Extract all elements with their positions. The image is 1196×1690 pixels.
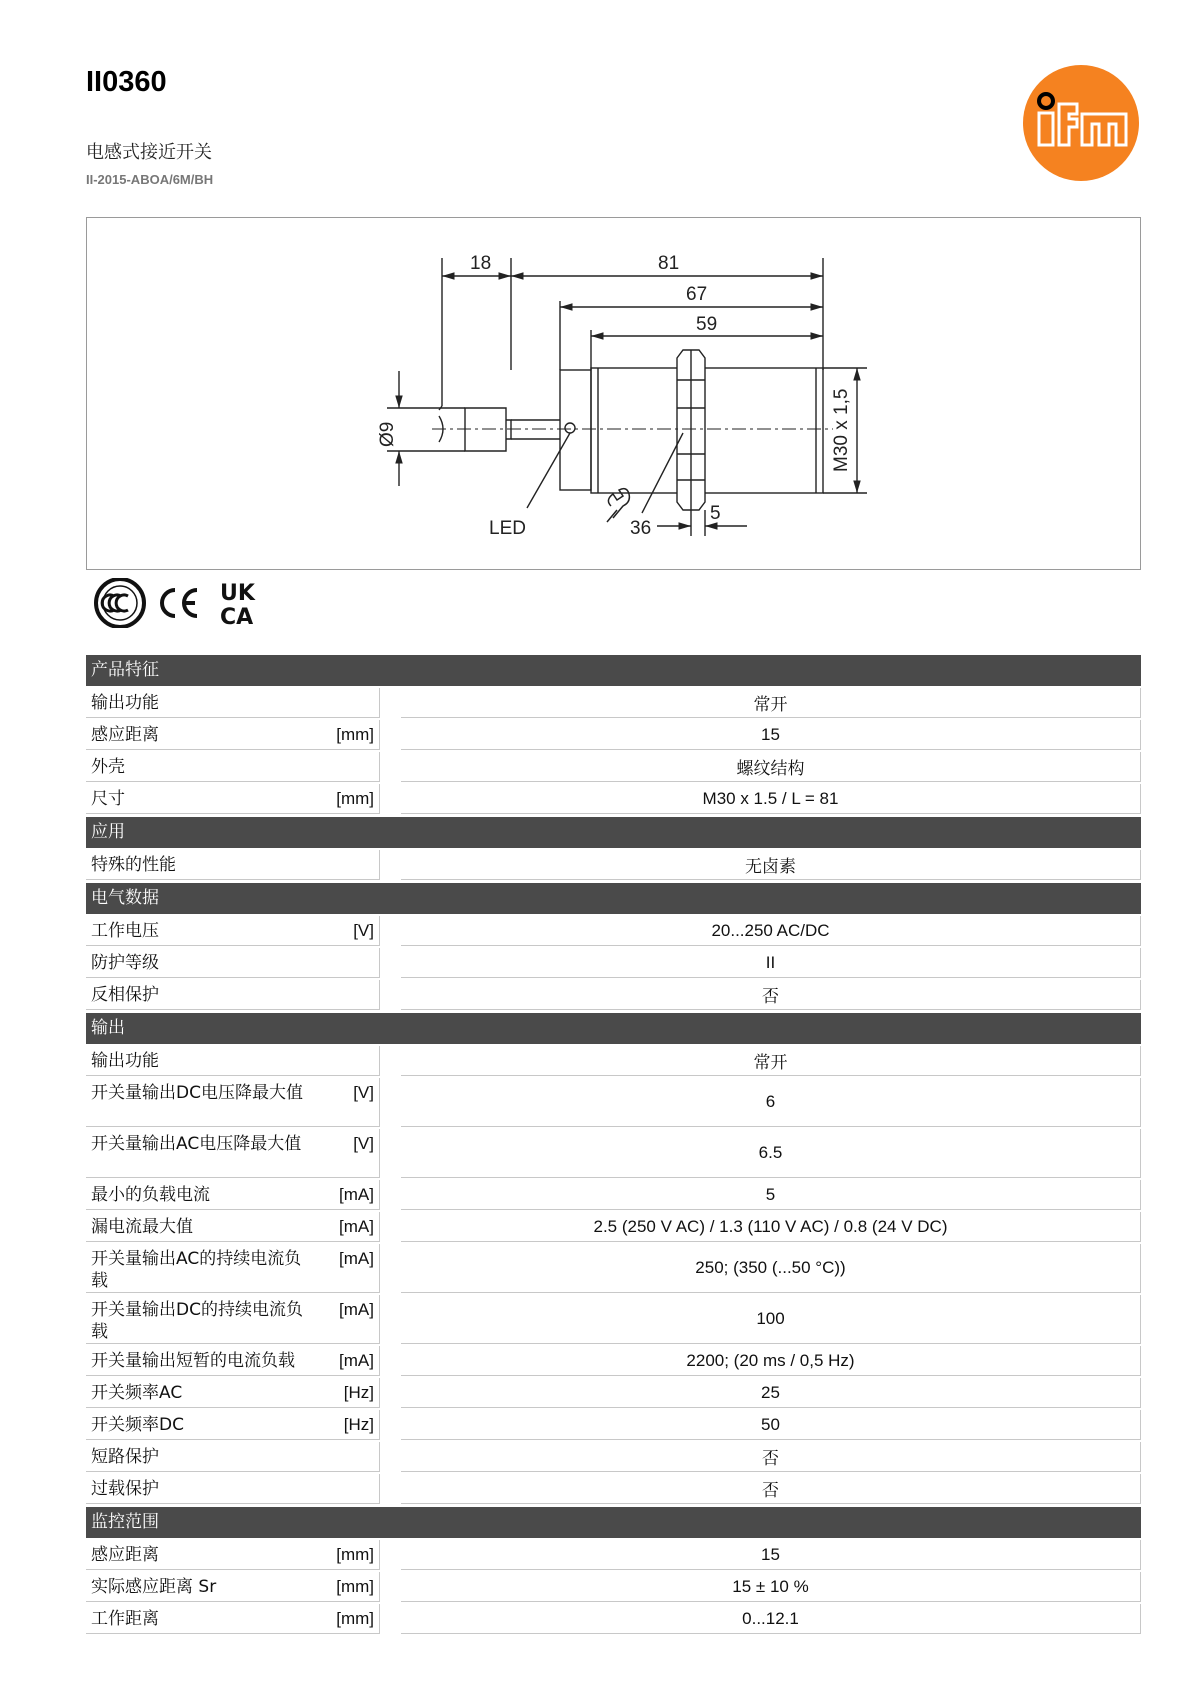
spec-label-cell [86,1295,380,1344]
spec-label: 防护等级 [91,953,159,973]
spec-label: 开关量输出AC的持续电流负载 [91,1249,302,1291]
spec-label: 感应距离 [91,725,159,745]
spec-label-cell [86,784,380,814]
spec-value: 25 [401,1378,1141,1408]
sensor-drawing-svg [87,218,1140,569]
spec-label-cell [86,752,380,782]
spec-unit: [mA] [339,1249,374,1268]
spec-label: 工作距离 [91,1609,159,1629]
ce-mark-icon [162,590,197,616]
spec-row [86,1540,1141,1570]
led-label: LED [489,518,526,539]
spec-row [86,1410,1141,1440]
spec-value: 否 [401,1474,1141,1504]
spec-value: 6 [401,1078,1141,1127]
spec-label-cell [86,1212,380,1242]
spec-unit: [mA] [339,1300,374,1319]
diameter-label: Ø9 [377,421,398,447]
spec-label-cell [86,1604,380,1634]
spec-unit: [mA] [339,1351,374,1370]
spec-label-cell [86,1078,380,1127]
spec-label: 最小的负载电流 [91,1185,210,1205]
section-heading: 输出 [86,1013,1141,1044]
spec-value: 螺纹结构 [401,752,1141,782]
spec-unit: [mm] [336,1609,374,1628]
spec-label: 工作电压 [91,921,159,941]
spec-label: 输出功能 [91,1051,159,1071]
spec-label-cell [86,1540,380,1570]
spec-row [86,1244,1141,1293]
spec-row [86,752,1141,782]
spec-value: 0...12.1 [401,1604,1141,1634]
spec-label-cell [86,688,380,718]
spec-unit: [Hz] [343,1383,374,1402]
ifm-logo [1022,64,1140,182]
spec-row [86,948,1141,978]
spec-value: 常开 [401,688,1141,718]
spec-value: 6.5 [401,1129,1141,1178]
spec-row [86,1378,1141,1408]
spec-unit: [mA] [339,1217,374,1236]
spec-label: 开关量输出AC电压降最大值 [91,1134,302,1154]
spec-label-cell [86,980,380,1010]
certification-marks [92,578,272,628]
spec-row [86,1346,1141,1376]
spec-row [86,1180,1141,1210]
ccc-mark-icon [96,579,144,627]
ukca-mark-icon [220,581,256,628]
spec-label: 外壳 [91,757,125,777]
section-heading: 产品特征 [86,655,1141,686]
spec-row [86,1212,1141,1242]
spec-row [86,916,1141,946]
spec-label: 开关频率DC [91,1415,184,1435]
spec-label-cell [86,1346,380,1376]
spec-row [86,1129,1141,1178]
spec-row [86,720,1141,750]
spec-label-cell [86,1244,380,1293]
spec-label-cell [86,1572,380,1602]
spec-label-cell [86,1442,380,1472]
spec-unit: [V] [353,921,374,940]
spec-unit: [V] [353,1134,374,1153]
spec-label: 开关量输出DC电压降最大值 [91,1083,303,1103]
spec-label-cell [86,916,380,946]
spec-unit: [mm] [336,1577,374,1596]
spec-label: 开关频率AC [91,1383,183,1403]
spec-row [86,1295,1141,1344]
spec-value: 常开 [401,1046,1141,1076]
svg-text:CA: CA [220,605,254,628]
product-type-subtitle: 电感式接近开关 [86,142,212,163]
spec-label-cell [86,1474,380,1504]
spec-row [86,1604,1141,1634]
dim-81-label: 81 [658,253,680,274]
spec-unit: [Hz] [343,1415,374,1434]
spec-label: 尺寸 [91,789,125,809]
spec-value: 否 [401,980,1141,1010]
spec-label-cell [86,1410,380,1440]
spec-label-cell [86,720,380,750]
spec-unit: [mm] [336,789,374,808]
spec-label: 开关量输出DC的持续电流负载 [91,1300,303,1342]
spec-unit: [mm] [336,1545,374,1564]
spec-row [86,1442,1141,1472]
dim-67-label: 67 [686,284,708,305]
thread-label: M30 x 1,5 [831,388,852,472]
section-heading: 应用 [86,817,1141,848]
spec-label-cell [86,948,380,978]
spec-value: 20...250 AC/DC [401,916,1141,946]
product-article-code: II-2015-ABOA/6M/BH [86,172,214,187]
spec-value: 无卤素 [401,850,1141,880]
spec-label: 感应距离 [91,1545,159,1565]
spec-row [86,784,1141,814]
spec-value: 否 [401,1442,1141,1472]
specification-table [86,655,1141,1637]
spec-value: 15 [401,1540,1141,1570]
spec-value: 250; (350 (...50 °C)) [401,1244,1141,1293]
spec-label: 实际感应距离 Sr [91,1577,217,1597]
spec-label: 过载保护 [91,1479,159,1499]
spec-label: 特殊的性能 [91,855,176,875]
spec-label-cell [86,1046,380,1076]
wrench-size-label: 36 [630,518,652,539]
spec-label-cell [86,1378,380,1408]
spec-row [86,980,1141,1010]
spec-value: 2200; (20 ms / 0,5 Hz) [401,1346,1141,1376]
spec-label: 反相保护 [91,985,159,1005]
spec-label: 短路保护 [91,1447,159,1467]
dim-5-label: 5 [710,503,721,524]
section-heading: 电气数据 [86,883,1141,914]
spec-row [86,1572,1141,1602]
spec-label-cell [86,1129,380,1178]
dim-18-label: 18 [470,253,492,274]
spec-label-cell [86,850,380,880]
spec-value: M30 x 1.5 / L = 81 [401,784,1141,814]
spec-unit: [V] [353,1083,374,1102]
spec-value: 15 [401,720,1141,750]
spec-row [86,1078,1141,1127]
dimension-drawing [86,217,1141,570]
spec-label: 输出功能 [91,693,159,713]
spec-row [86,1046,1141,1076]
svg-text:UK: UK [220,581,255,606]
spec-row [86,1474,1141,1504]
spec-value: II [401,948,1141,978]
dim-59-label: 59 [696,314,718,335]
spec-value: 2.5 (250 V AC) / 1.3 (110 V AC) / 0.8 (24 V DC) [401,1212,1141,1242]
spec-value: 100 [401,1295,1141,1344]
spec-unit: [mm] [336,725,374,744]
spec-value: 5 [401,1180,1141,1210]
spec-label-cell [86,1180,380,1210]
product-code-title: II0360 [86,66,167,98]
spec-row [86,688,1141,718]
spec-label: 开关量输出短暂的电流负载 [91,1351,295,1371]
spec-value: 50 [401,1410,1141,1440]
spec-label: 漏电流最大值 [91,1217,193,1237]
section-heading: 监控范围 [86,1507,1141,1538]
spec-unit: [mA] [339,1185,374,1204]
spec-row [86,850,1141,880]
spec-value: 15 ± 10 % [401,1572,1141,1602]
